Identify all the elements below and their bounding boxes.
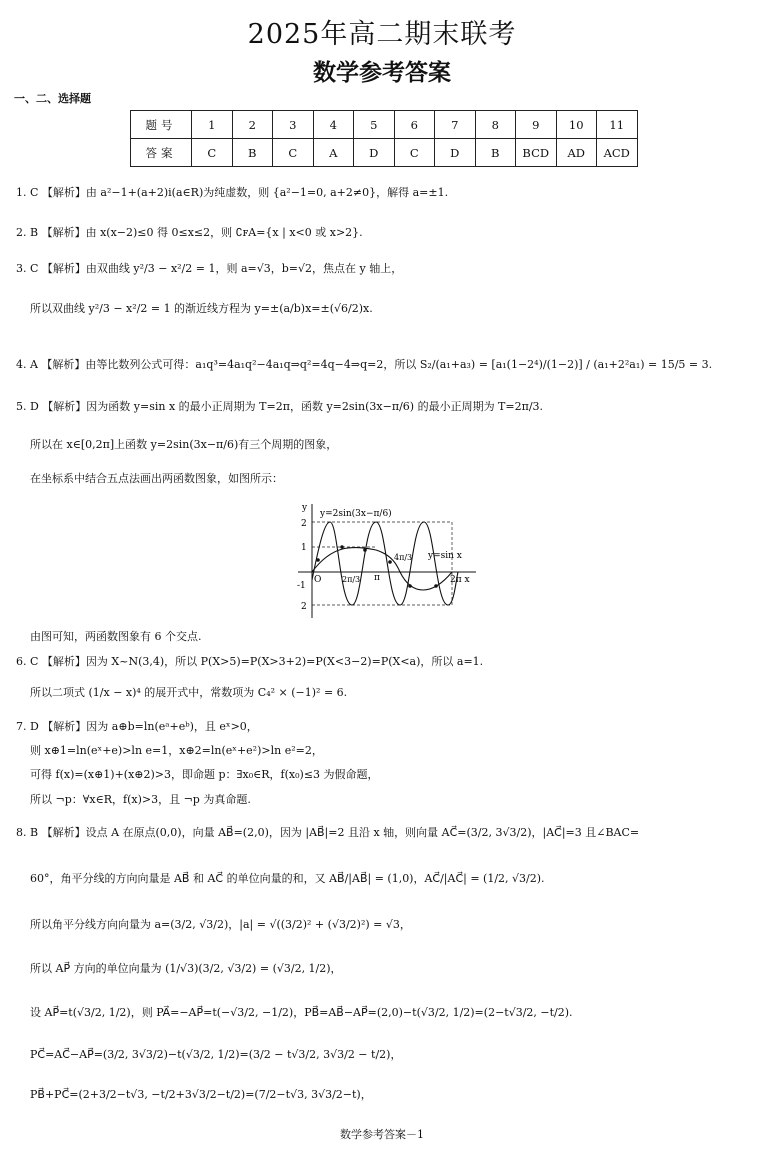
solution-line: 5. D 【解析】因为函数 y=sin x 的最小正周期为 T=2π，函数 y=2sin(3x−π/6) 的最小正周期为 T=2π/3.	[16, 400, 544, 413]
solution-line: 7. D 【解析】因为 a⊕b=ln(eᵃ+eᵇ)，且 eˣ>0，	[16, 720, 258, 733]
table-cell: 9	[516, 111, 557, 139]
intersection-point	[408, 584, 412, 588]
solution-line: 2. B 【解析】由 x(x−2)≤0 得 0≤x≤2，则 ∁ꜰA={x | x<0 或 x>2}.	[16, 226, 363, 239]
axis-label-y: y	[302, 503, 308, 513]
solution-line: 8. B 【解析】设点 A 在原点(0,0)，向量 AB⃗=(2,0)，因为 |AB⃗|=2 且沿 x 轴，则向量 AC⃗=(3/2, 3√3/2)，|AC⃗|=3 且∠BAC=	[16, 826, 640, 839]
solution-line: 3. C 【解析】由双曲线 y²/3 − x²/2 = 1，则 a=√3，b=√2，焦点在 y 轴上，	[16, 262, 403, 275]
section-heading: 一、二、选择题	[14, 92, 91, 105]
solution-line: 设 AP⃗=t(√3/2, 1/2)，则 PA⃗=−AP⃗=t(−√3/2, −1/2)，PB⃗=AB⃗−AP⃗=(2,0)−t(√3/2, 1/2)=(2−t√3/2, −t/2).	[30, 1006, 573, 1019]
solution-line: 所以 ¬p：∀x∈R，f(x)>3，且 ¬p 为真命题.	[30, 793, 251, 806]
solution-line: 所以角平分线方向向量为 a=(3/2, √3/2)，|a| = √((3/2)² + (√3/2)²) = √3，	[30, 918, 411, 931]
solution-line: 4. A 【解析】由等比数列公式可得：a₁q³=4a₁q²−4a₁q⇒q²=4q−4⇒q=2，所以 S₂/(a₁+a₃) = [a₁(1−2⁴)/(1−2)] / (a₁+2²a₁) = 15/5 = 3.	[16, 358, 713, 371]
table-cell: D	[435, 139, 476, 167]
row-label-answer: 答案	[131, 139, 192, 167]
table-row-numbers	[131, 111, 638, 139]
table-cell: 3	[273, 111, 314, 139]
table-cell: 1	[192, 111, 233, 139]
table-cell: ACD	[597, 139, 638, 167]
table-cell: 8	[475, 111, 516, 139]
row-label-number: 题号	[131, 111, 192, 139]
tick-label: 2	[301, 519, 307, 529]
table-cell: 11	[597, 111, 638, 139]
answer-table	[130, 110, 638, 167]
solution-line: 6. C 【解析】因为 X~N(3,4)，所以 P(X>5)=P(X>3+2)=P(X<3−2)=P(X<a)，所以 a=1.	[16, 655, 484, 668]
table-cell: 4	[313, 111, 354, 139]
solution-line: 60°，角平分线的方向向量是 AB⃗ 和 AC⃗ 的单位向量的和，又 AB⃗/|AB⃗| = (1,0)，AC⃗/|AC⃗| = (1/2, √3/2).	[30, 872, 545, 885]
table-cell: B	[232, 139, 273, 167]
page-title: 2025年高二期末联考	[247, 19, 517, 50]
solution-line: 则 x⊕1=ln(eˣ+e)>ln e=1，x⊕2=ln(eˣ+e²)>ln e²=2，	[30, 744, 323, 757]
page-footer: 数学参考答案－1	[340, 1128, 424, 1141]
table-cell: BCD	[516, 139, 557, 167]
solution-line: 由图可知，两函数图象有 6 个交点.	[30, 630, 202, 643]
solution-line: 1. C 【解析】由 a²−1+(a+2)i(a∈R)为纯虚数，则 {a²−1=0, a+2≠0}，解得 a=±1.	[16, 186, 449, 199]
table-cell: 7	[435, 111, 476, 139]
page-subtitle: 数学参考答案	[313, 60, 451, 86]
solution-line: PB⃗+PC⃗=(2+3/2−t√3, −t/2+3√3/2−t/2)=(7/2−t√3, 3√3/2−t)，	[30, 1088, 372, 1101]
table-cell: 2	[232, 111, 273, 139]
solution-line: PC⃗=AC⃗−AP⃗=(3/2, 3√3/2)−t(√3/2, 1/2)=(3/2 − t√3/2, 3√3/2 − t/2)，	[30, 1048, 402, 1061]
table-cell: 6	[394, 111, 435, 139]
curve-2sin	[312, 522, 458, 605]
solution-line: 所以二项式 (1/x − x)⁴ 的展开式中，常数项为 C₄² × (−1)² = 6.	[30, 686, 348, 699]
solution-line: 所以双曲线 y²/3 − x²/2 = 1 的渐近线方程为 y=±(a/b)x=±(√6/2)x.	[30, 302, 373, 315]
table-cell: B	[475, 139, 516, 167]
tick-label: 2	[301, 602, 307, 612]
tick-label: -1	[297, 581, 306, 591]
table-row-answers	[131, 139, 638, 167]
tick-label: π	[374, 573, 380, 583]
solution-line: 可得 f(x)=(x⊕1)+(x⊕2)>3，即命题 p：∃x₀∈R，f(x₀)≤3 为假命题，	[30, 768, 379, 781]
intersection-point	[434, 584, 438, 588]
solution-line: 所以在 x∈[0,2π]上函数 y=2sin(3x−π/6)有三个周期的图象，	[30, 438, 338, 451]
tick-label: 1	[301, 543, 307, 553]
intersection-point	[388, 560, 392, 564]
table-cell: AD	[556, 139, 597, 167]
solution-line: 所以 AP⃗ 方向的单位向量为 (1/√3)(3/2, √3/2) = (√3/2, 1/2)，	[30, 962, 342, 975]
solution-line: 在坐标系中结合五点法画出两函数图象，如图所示：	[30, 472, 283, 485]
table-cell: 5	[354, 111, 395, 139]
curve-label: y=2sin(3x−π/6)	[320, 509, 392, 519]
table-cell: A	[313, 139, 354, 167]
tick-label: 2π x	[450, 575, 470, 585]
tick-label: 2π/3	[342, 575, 361, 584]
table-cell: 10	[556, 111, 597, 139]
intersection-point	[340, 545, 344, 549]
intersection-point	[316, 558, 320, 562]
table-cell: C	[394, 139, 435, 167]
tick-label: 4π/3	[394, 553, 413, 562]
curve-label-sin: y=sin x	[428, 551, 462, 561]
function-graph	[292, 500, 482, 622]
table-cell: C	[273, 139, 314, 167]
tick-label: O	[314, 575, 322, 585]
table-cell: D	[354, 139, 395, 167]
table-cell: C	[192, 139, 233, 167]
intersection-point	[363, 548, 367, 552]
